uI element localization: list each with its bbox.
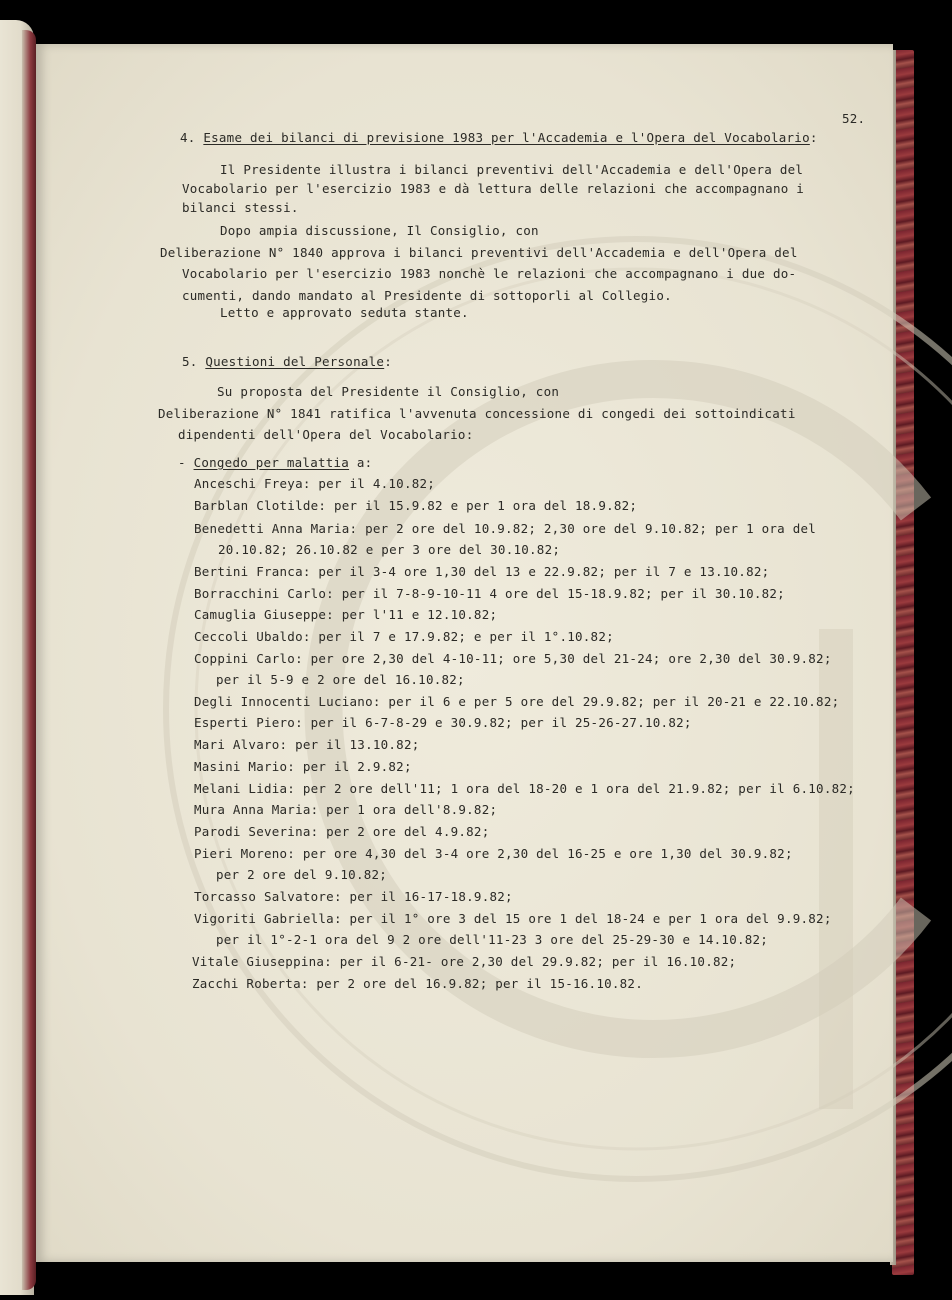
section-4-heading [180, 130, 818, 146]
list-item-continuation: 20.10.82; 26.10.82 e per 3 ore del 30.10.82; [218, 542, 561, 557]
list-item-continuation: per il 1°-2-1 ora del 9 2 ore dell'11-23 3 ore del 25-29-30 e 14.10.82; [216, 932, 769, 947]
list-item: Parodi Severina: per 2 ore del 4.9.82; [194, 824, 490, 839]
congedo-title: Congedo per malattia [193, 455, 350, 470]
list-item: Degli Innocenti Luciano: per il 6 e per 5 ore del 29.9.82; per il 20-21 e 22.10.82; [194, 694, 840, 709]
list-item: Mura Anna Maria: per 1 ora dell'8.9.82; [194, 802, 498, 817]
section-4-line-5: Deliberazione N° 1840 approva i bilanci preventivi dell'Accademia e dell'Opera del [160, 245, 798, 260]
list-item-continuation: per il 5-9 e 2 ore del 16.10.82; [216, 672, 465, 687]
section-4-title: Esame dei bilanci di previsione 1983 per l'Accademia e l'Opera del Vocabolario [203, 130, 810, 145]
page-content [36, 44, 893, 1262]
section-4-line-2: Vocabolario per l'esercizio 1983 e dà lettura delle relazioni che accompagnano i [182, 181, 805, 196]
list-item: Mari Alvaro: per il 13.10.82; [194, 737, 420, 752]
section-4-line-3: bilanci stessi. [182, 200, 299, 215]
list-item: Esperti Piero: per il 6-7-8-29 e 30.9.82; per il 25-26-27.10.82; [194, 715, 692, 730]
section-4-line-7: cumenti, dando mandato al Presidente di sottoporli al Collegio. [182, 288, 672, 303]
section-4-title-suffix: : [809, 130, 818, 145]
list-item: Vitale Giuseppina: per il 6-21- ore 2,30 del 29.9.82; per il 16.10.82; [192, 954, 737, 969]
section-5-title: Questioni del Personale [205, 354, 385, 369]
list-item: Torcasso Salvatore: per il 16-17-18.9.82; [194, 889, 513, 904]
list-item: Pieri Moreno: per ore 4,30 del 3-4 ore 2,30 del 16-25 e ore 1,30 del 30.9.82; [194, 846, 793, 861]
section-4-line-1: Il Presidente illustra i bilanci preventivi dell'Accademia e dell'Opera del [220, 162, 804, 177]
page-number: 52. [842, 111, 866, 126]
section-5-heading [182, 354, 392, 370]
list-item: Borracchini Carlo: per il 7-8-9-10-11 4 ore del 15-18.9.82; per il 30.10.82; [194, 586, 785, 601]
section-5-title-suffix: : [384, 354, 392, 369]
section-5-line-1: Su proposta del Presidente il Consiglio, con [217, 384, 560, 399]
section-4-line-6: Vocabolario per l'esercizio 1983 nonchè le relazioni che accompagnano i due do- [182, 266, 797, 281]
list-item: Barblan Clotilde: per il 15.9.82 e per 1 ora del 18.9.82; [194, 498, 638, 513]
congedo-suffix: a: [356, 455, 373, 470]
list-item: Coppini Carlo: per ore 2,30 del 4-10-11; ore 5,30 del 21-24; ore 2,30 del 30.9.82; [194, 651, 832, 666]
list-item: Vigoriti Gabriella: per il 1° ore 3 del 15 ore 1 del 18-24 e per 1 ora del 9.9.82; [194, 911, 832, 926]
list-item: Melani Lidia: per 2 ore dell'11; 1 ora del 18-20 e 1 ora del 21.9.82; per il 6.10.82; [194, 781, 855, 796]
section-5-line-2: Deliberazione N° 1841 ratifica l'avvenuta concessione di congedi dei sottoindicati [158, 406, 796, 421]
list-item: Camuglia Giuseppe: per l'11 e 12.10.82; [194, 607, 498, 622]
list-item: Anceschi Freya: per il 4.10.82; [194, 476, 436, 491]
list-item: Zacchi Roberta: per 2 ore del 16.9.82; per il 15-16.10.82. [192, 976, 643, 991]
book-spine-edge [22, 30, 36, 1290]
section-5-number: 5. [182, 354, 198, 369]
section-4-line-8: Letto e approvato seduta stante. [220, 305, 469, 320]
section-4-number: 4. [180, 130, 196, 145]
congedo-subheading [178, 455, 372, 471]
section-4-line-4: Dopo ampia discussione, Il Consiglio, con [220, 223, 539, 238]
congedo-dash: - [178, 455, 186, 470]
document-page [36, 44, 893, 1262]
section-5-line-3: dipendenti dell'Opera del Vocabolario: [178, 427, 474, 442]
list-item: Benedetti Anna Maria: per 2 ore del 10.9.82; 2,30 ore del 9.10.82; per 1 ora del [194, 521, 817, 536]
list-item-continuation: per 2 ore del 9.10.82; [216, 867, 388, 882]
list-item: Masini Mario: per il 2.9.82; [194, 759, 412, 774]
list-item: Bertini Franca: per il 3-4 ore 1,30 del 13 e 22.9.82; per il 7 e 13.10.82; [194, 564, 770, 579]
list-item: Ceccoli Ubaldo: per il 7 e 17.9.82; e per il 1°.10.82; [194, 629, 614, 644]
